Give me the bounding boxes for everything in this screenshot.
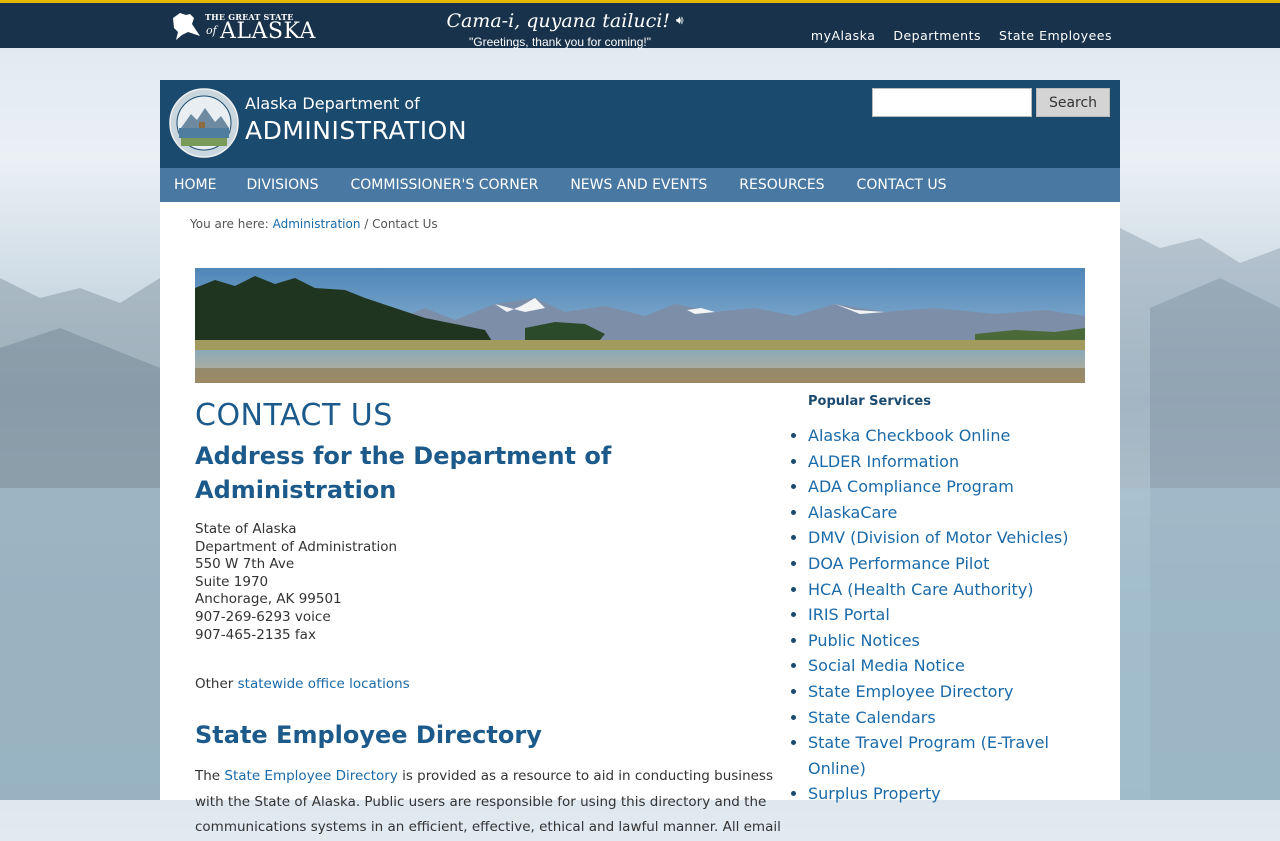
popular-link[interactable]: Social Media Notice	[808, 656, 965, 676]
popular-link[interactable]: IRIS Portal	[808, 605, 890, 625]
popular-link[interactable]: State Travel Program (E-Travel Online)	[808, 733, 1049, 778]
department-header	[160, 80, 1120, 168]
list-item	[808, 653, 1080, 679]
popular-link[interactable]: Public Notices	[808, 630, 920, 650]
popular-link[interactable]: State Employee Directory	[808, 681, 1014, 701]
popular-link[interactable]: HCA (Health Care Authority)	[808, 579, 1034, 599]
department-subtitle: Alaska Department of	[245, 94, 420, 113]
breadcrumb-current: Contact Us	[372, 217, 438, 231]
popular-services-sidebar	[790, 394, 1080, 807]
popular-link[interactable]: Alaska Checkbook Online	[808, 426, 1011, 445]
address-heading: Address for the Department of Administration	[195, 442, 612, 504]
breadcrumb	[190, 217, 438, 231]
address-line: 550 W 7th Ave	[195, 556, 295, 573]
popular-link[interactable]: Surplus Property	[808, 784, 941, 804]
list-item	[808, 423, 1080, 449]
popular-link[interactable]: AlaskaCare	[808, 502, 898, 522]
logo-alaska-text: ALASKA	[220, 19, 316, 44]
statewide-office-locations-link[interactable]: statewide office locations	[237, 676, 410, 693]
main-content	[195, 397, 785, 841]
directory-paragraph	[195, 764, 785, 841]
directory-heading: State Employee Directory	[195, 721, 542, 750]
list-item	[808, 679, 1080, 705]
phone-voice: 907-269-6293 voice	[195, 608, 331, 625]
popular-link[interactable]: State Calendars	[808, 707, 936, 727]
popular-services-title: Popular Services	[808, 394, 931, 409]
popular-services-list	[790, 423, 1080, 807]
nav-contact-us[interactable]: CONTACT US	[856, 177, 947, 193]
state-links	[811, 28, 1112, 43]
state-seal-icon[interactable]	[169, 88, 239, 158]
list-item	[808, 602, 1080, 628]
breadcrumb-prefix: You are here:	[190, 217, 273, 231]
state-of-alaska-logo[interactable]	[170, 10, 316, 44]
mountain-lake-banner-image	[195, 268, 1085, 383]
greeting-native-text: Cama-i, quyana tailuci!	[446, 10, 670, 32]
address-line: Suite 1970	[195, 573, 269, 590]
directory-text: is provided as a resource to aid in conducting business with the State of Alaska. Public users are responsible for using this directory and the communications systems in an efficient, effective, ethical and lawful manner. All email	[195, 768, 781, 836]
departments-link[interactable]: Departments	[893, 28, 982, 43]
speaker-icon[interactable]: 🔊︎	[676, 13, 684, 27]
logo-great-state-text: THE GREAT STATE	[205, 12, 294, 22]
other-locations	[195, 674, 785, 694]
department-title[interactable]: ADMINISTRATION	[245, 116, 468, 145]
page-title: CONTACT US	[195, 398, 393, 433]
search-input[interactable]	[872, 88, 1032, 117]
list-item	[808, 449, 1080, 475]
nav-resources[interactable]: RESOURCES	[739, 177, 825, 193]
search-button[interactable]: Search	[1036, 88, 1110, 117]
breadcrumb-administration-link[interactable]: Administration	[272, 217, 361, 231]
state-employee-directory-link[interactable]: State Employee Directory	[224, 768, 398, 785]
list-item	[808, 628, 1080, 654]
list-item	[808, 474, 1080, 500]
phone-fax: 907-465-2135 fax	[195, 626, 316, 643]
list-item	[808, 500, 1080, 526]
address-line: Department of Administration	[195, 538, 398, 555]
address-line: Anchorage, AK 99501	[195, 591, 342, 608]
main-navigation	[160, 168, 1120, 202]
state-top-bar	[0, 0, 1280, 48]
nav-news-and-events[interactable]: NEWS AND EVENTS	[570, 177, 708, 193]
other-prefix: Other	[195, 676, 238, 693]
native-greeting	[430, 10, 700, 49]
popular-link[interactable]: DMV (Division of Motor Vehicles)	[808, 528, 1069, 548]
list-item	[808, 577, 1080, 603]
breadcrumb-separator: /	[360, 217, 373, 231]
logo-of-text: of	[206, 24, 217, 37]
nav-commissioners-corner[interactable]: COMMISSIONER'S CORNER	[350, 177, 539, 193]
popular-link[interactable]: DOA Performance Pilot	[808, 553, 990, 573]
greeting-english-text: "Greetings, thank you for coming!"	[469, 35, 651, 49]
address-block	[195, 521, 785, 644]
list-item	[808, 705, 1080, 731]
popular-link[interactable]: ALDER Information	[808, 451, 960, 471]
content-panel	[160, 202, 1120, 836]
address-line: State of Alaska	[195, 521, 297, 537]
list-item	[808, 781, 1080, 807]
directory-prefix: The	[195, 768, 225, 785]
state-employees-link[interactable]: State Employees	[999, 28, 1112, 43]
list-item	[808, 730, 1080, 781]
nav-divisions[interactable]: DIVISIONS	[246, 177, 319, 193]
alaska-map-icon	[170, 10, 204, 44]
list-item	[808, 551, 1080, 577]
popular-link[interactable]: ADA Compliance Program	[808, 477, 1014, 497]
nav-home[interactable]: HOME	[174, 177, 217, 193]
list-item	[808, 525, 1080, 551]
mylaska-link[interactable]: myAlaska	[810, 28, 876, 43]
